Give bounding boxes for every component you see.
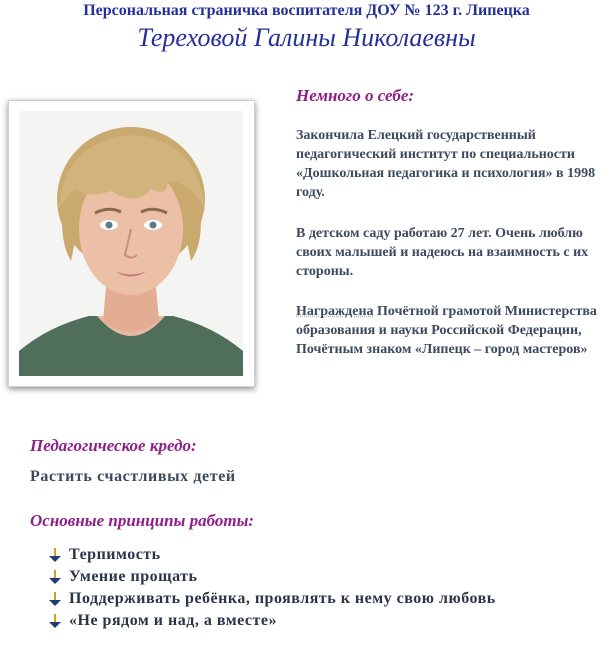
principle-text: Поддерживать ребёнка, проявлять к нему свою любовь <box>69 590 496 607</box>
principles-list <box>48 544 496 632</box>
awards-text: Почётной грамотой Министерства образования и науки Российской Федерации, <box>296 304 597 338</box>
principle-text: «Не рядом и над, а вместе» <box>69 612 277 629</box>
arrow-bullet-icon <box>48 547 62 563</box>
arrow-bullet-icon <box>48 613 62 629</box>
principle-text: Умение прощать <box>69 568 198 585</box>
about-paragraph-experience: В детском саду работаю 27 лет. Очень люблю своих малышей и надеюсь на взаимность с их стороны. <box>296 226 589 279</box>
page-title-name: Тереховой Галины Николаевны <box>137 23 476 52</box>
list-item <box>48 566 496 588</box>
credo-text: Растить счастливых детей <box>30 468 236 485</box>
awarded-word: Награждена <box>296 304 374 319</box>
list-item <box>48 588 496 610</box>
list-item <box>48 544 496 566</box>
about-paragraph-awards <box>296 302 601 359</box>
about-title: Немного о себе: <box>296 86 415 105</box>
awards-text-line2: Почётным знаком «Липецк – город мастеров» <box>296 342 588 357</box>
page-header-line1: Персональная страничка воспитателя ДОУ № 123 г. Липецка <box>83 2 530 19</box>
arrow-bullet-icon <box>48 569 62 585</box>
list-item <box>48 610 496 632</box>
portrait-photo-frame <box>8 100 255 387</box>
credo-title: Педагогическое кредо: <box>30 436 197 455</box>
principle-text: Терпимость <box>69 546 161 563</box>
about-paragraph-education: Закончила Елецкий государственный педагогический институт по специальности «Дошкольная педагогика и психология» в 1998 году. <box>296 128 596 200</box>
portrait-photo <box>19 111 243 376</box>
principles-title: Основные принципы работы: <box>30 511 255 530</box>
arrow-bullet-icon <box>48 591 62 607</box>
